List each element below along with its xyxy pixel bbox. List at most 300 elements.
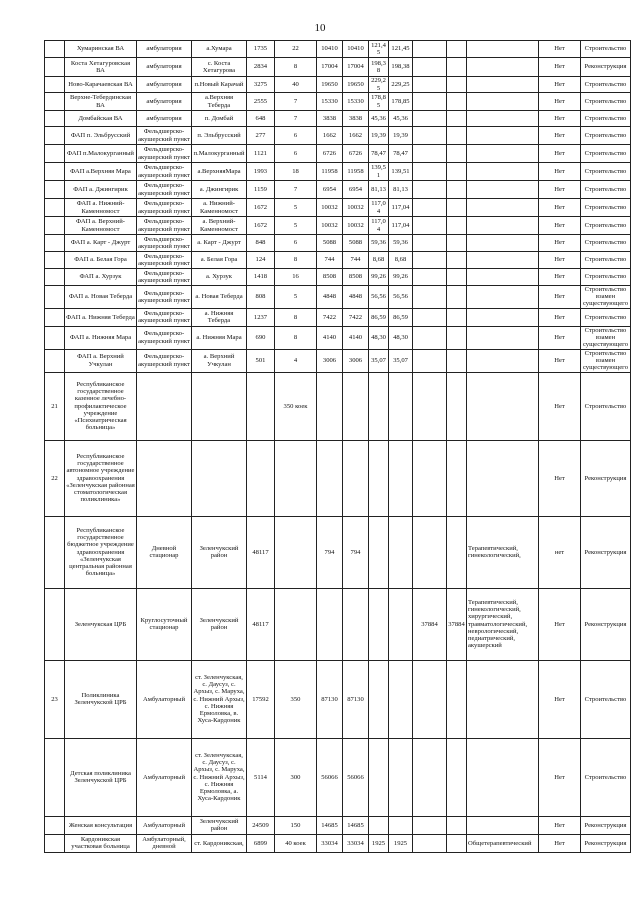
cell-loc: а. Нижний-Каменномост	[192, 199, 247, 217]
table-row	[45, 349, 631, 372]
cell-work: Строительство	[581, 163, 631, 181]
cell-profile	[467, 286, 539, 309]
cell-loc: а. Верхний-Каменномост	[192, 217, 247, 235]
cell-f	[447, 308, 467, 326]
cell-a: 4848	[317, 286, 343, 309]
cell-name: Зеленчукская ЦРБ	[65, 588, 137, 660]
cell-pop: 1237	[247, 308, 275, 326]
cell-loc: ст. Кардоникская,	[192, 834, 247, 852]
cell-pop: 2555	[247, 93, 275, 111]
cell-b	[343, 588, 369, 660]
cell-profile	[467, 252, 539, 269]
cell-profile	[467, 816, 539, 834]
cell-name: Женская консультация	[65, 816, 137, 834]
cell-num	[45, 199, 65, 217]
cell-loc: п. Домбай	[192, 111, 247, 127]
cell-loc: п.Малокурганный	[192, 145, 247, 163]
cell-b: 15330	[343, 93, 369, 111]
cell-loc: а. Белая Гора	[192, 252, 247, 269]
table-row	[45, 199, 631, 217]
cell-pop: 17592	[247, 660, 275, 738]
cell-c: 19,39	[369, 127, 389, 145]
cell-loc: а. Нижняя Теберда	[192, 308, 247, 326]
cell-work: Строительство	[581, 252, 631, 269]
cell-avail: Нет	[539, 93, 581, 111]
cell-c: 35,07	[369, 349, 389, 372]
cell-f	[447, 738, 467, 816]
cell-a: 8508	[317, 269, 343, 286]
cell-profile	[467, 235, 539, 252]
cell-type: Фельдшерско-акушерский пункт	[138, 182, 190, 197]
cell-b: 5088	[343, 235, 369, 252]
cell-f	[447, 217, 467, 235]
cell-num	[45, 326, 65, 349]
cell-f	[447, 834, 467, 852]
cell-c	[369, 372, 389, 440]
cell-work: Строительство	[581, 660, 631, 738]
cell-b: 3838	[343, 111, 369, 127]
cell-name: Поликлиника Зеленчукской ЦРБ	[65, 660, 137, 738]
cell-loc: Зеленчукский район	[192, 588, 247, 660]
cell-loc: а. Джингирик	[192, 181, 247, 199]
cell-avail: Нет	[539, 163, 581, 181]
cell-d: 8,68	[389, 252, 413, 269]
cell-c: 229,25	[369, 77, 389, 93]
cell-profile	[467, 163, 539, 181]
cell-d	[389, 738, 413, 816]
cell-f	[447, 372, 467, 440]
cell-b: 17004	[343, 58, 369, 77]
cell-f	[447, 163, 467, 181]
cell-e	[413, 217, 447, 235]
cell-avail: Нет	[539, 77, 581, 93]
cell-name: ФАП а. Нижняя Теберда	[65, 308, 137, 326]
cell-name: ФАП а. Нижний-Каменномост	[65, 199, 137, 217]
cell-a: 6954	[317, 181, 343, 199]
cell-b: 4140	[343, 326, 369, 349]
cell-type: Фельдшерско-акушерский пункт	[138, 309, 190, 325]
cell-c	[369, 816, 389, 834]
cell-num	[45, 308, 65, 326]
cell-name: Кардоникская участковая больница	[65, 834, 137, 852]
cell-d: 121,45	[389, 41, 413, 58]
cell-d	[389, 816, 413, 834]
cell-loc: а.ВерхняяМара	[192, 163, 247, 181]
cell-type: амбулатория	[137, 77, 192, 93]
cell-pop: 5114	[247, 738, 275, 816]
cell-a: 11958	[317, 163, 343, 181]
cell-num	[45, 269, 65, 286]
cell-d: 19,39	[389, 127, 413, 145]
cell-num	[45, 145, 65, 163]
cell-loc: п. Эльбрусский	[192, 127, 247, 145]
cell-avail: Нет	[539, 349, 581, 372]
cell-profile: Терапевтический, гинекологический,	[467, 516, 539, 588]
cell-c: 1925	[369, 834, 389, 852]
cell-profile	[467, 269, 539, 286]
cell-visits: 7	[275, 93, 317, 111]
cell-c	[369, 440, 389, 516]
cell-pop: 2834	[247, 58, 275, 77]
cell-b: 10410	[343, 41, 369, 58]
cell-b: 19650	[343, 77, 369, 93]
cell-d: 48,30	[389, 326, 413, 349]
cell-type: Круглосуточный стационар	[137, 588, 192, 660]
cell-e: 37884	[413, 588, 447, 660]
table-row	[45, 127, 631, 145]
cell-a: 33034	[317, 834, 343, 852]
cell-profile	[467, 199, 539, 217]
cell-e	[413, 834, 447, 852]
cell-work: Строительство	[581, 181, 631, 199]
cell-e	[413, 326, 447, 349]
cell-type: Фельдшерско-акушерский пункт	[137, 349, 192, 372]
cell-pop: 1735	[247, 41, 275, 58]
cell-visits	[275, 516, 317, 588]
cell-name: Верхне-Тебердинская ВА	[65, 93, 137, 111]
cell-name: ФАП а. Верхний-Каменномост	[65, 217, 137, 235]
cell-b: 744	[343, 252, 369, 269]
cell-f	[447, 111, 467, 127]
cell-e	[413, 145, 447, 163]
cell-work: Реконструкция	[581, 440, 631, 516]
cell-loc: а.Хумара	[192, 41, 247, 58]
cell-a: 10032	[317, 217, 343, 235]
cell-e	[413, 58, 447, 77]
cell-f	[447, 440, 467, 516]
cell-type: Фельдшерско-акушерский пункт	[137, 286, 192, 309]
cell-e	[413, 181, 447, 199]
cell-e	[413, 252, 447, 269]
cell-name: ФАП а. Нижняя Мара	[65, 326, 137, 349]
cell-work: Строительство	[581, 372, 631, 440]
cell-avail: Нет	[539, 41, 581, 58]
cell-d: 56,56	[389, 286, 413, 309]
cell-b: 11958	[343, 163, 369, 181]
cell-f	[447, 127, 467, 145]
facilities-table	[44, 40, 631, 853]
cell-loc: Зеленчукский район	[192, 816, 247, 834]
cell-name: Хумаринская ВА	[65, 41, 137, 58]
cell-e	[413, 286, 447, 309]
cell-type: Амбулаторный	[137, 660, 192, 738]
cell-profile	[467, 145, 539, 163]
cell-name: Коста Хетагуровская ВА	[65, 58, 137, 77]
cell-f	[447, 41, 467, 58]
cell-a: 10032	[317, 199, 343, 217]
cell-num	[45, 252, 65, 269]
cell-d: 99,26	[389, 269, 413, 286]
cell-num	[45, 93, 65, 111]
cell-visits: 5	[275, 286, 317, 309]
cell-name: ФАП а. Джингирик	[65, 181, 137, 199]
cell-num	[45, 77, 65, 93]
cell-pop: 848	[247, 235, 275, 252]
table-row	[45, 516, 631, 588]
cell-num: 21	[45, 372, 65, 440]
cell-type: Фельдшерско-акушерский пункт	[138, 164, 190, 179]
cell-f	[447, 269, 467, 286]
table-row	[45, 372, 631, 440]
cell-a	[317, 372, 343, 440]
cell-name: ФАП п. Эльбрусский	[65, 127, 137, 145]
cell-work: Строительство	[581, 235, 631, 252]
cell-a: 3006	[317, 349, 343, 372]
cell-work: Строительство	[581, 111, 631, 127]
cell-type: Фельдшерско-акушерский пункт	[138, 200, 190, 215]
cell-avail: Нет	[539, 326, 581, 349]
cell-a: 14685	[317, 816, 343, 834]
cell-a: 6726	[317, 145, 343, 163]
cell-b	[343, 372, 369, 440]
cell-avail: Нет	[539, 816, 581, 834]
cell-visits: 18	[275, 163, 317, 181]
cell-profile	[467, 440, 539, 516]
cell-type: Фельдшерско-акушерский пункт	[137, 326, 192, 349]
cell-b: 794	[343, 516, 369, 588]
table-row	[45, 738, 631, 816]
cell-avail: Нет	[539, 660, 581, 738]
cell-num	[45, 834, 65, 852]
cell-d: 117,04	[389, 199, 413, 217]
cell-c	[369, 660, 389, 738]
cell-profile	[467, 308, 539, 326]
cell-name: Ново-Карачаевская ВА	[65, 77, 137, 93]
cell-profile	[467, 111, 539, 127]
table-row	[45, 58, 631, 77]
table-row	[45, 93, 631, 111]
cell-c: 86,59	[369, 308, 389, 326]
cell-num	[45, 127, 65, 145]
cell-work: Строительство	[581, 77, 631, 93]
table-row	[45, 111, 631, 127]
cell-d: 139,51	[389, 163, 413, 181]
cell-c: 117,04	[369, 199, 389, 217]
cell-work: Строительство	[581, 738, 631, 816]
cell-d: 229,25	[389, 77, 413, 93]
cell-visits: 7	[275, 111, 317, 127]
cell-visits: 150	[275, 816, 317, 834]
cell-pop: 648	[247, 111, 275, 127]
table-row	[45, 834, 631, 852]
table-row	[45, 440, 631, 516]
cell-name: ФАП п.Малокурганный	[65, 145, 137, 163]
cell-work: Строительство	[581, 269, 631, 286]
cell-name: ФАП а.Верхняя Мара	[65, 163, 137, 181]
cell-d: 81,13	[389, 181, 413, 199]
cell-loc: п.Новый Карачай	[192, 77, 247, 93]
cell-work: Строительство	[581, 217, 631, 235]
cell-b	[343, 440, 369, 516]
cell-visits	[275, 440, 317, 516]
cell-work: Строительство взамен существующего	[581, 286, 631, 309]
cell-avail: Нет	[539, 181, 581, 199]
cell-f	[447, 235, 467, 252]
cell-pop: 24509	[247, 816, 275, 834]
cell-e	[413, 269, 447, 286]
cell-f	[447, 326, 467, 349]
cell-name: ФАП а. Белая Гора	[65, 252, 137, 269]
cell-avail: Нет	[539, 199, 581, 217]
cell-f	[447, 349, 467, 372]
cell-f	[447, 660, 467, 738]
cell-e	[413, 235, 447, 252]
cell-a: 744	[317, 252, 343, 269]
cell-b: 3006	[343, 349, 369, 372]
cell-avail: Нет	[539, 145, 581, 163]
cell-d: 59,36	[389, 235, 413, 252]
cell-d: 178,85	[389, 93, 413, 111]
cell-num	[45, 181, 65, 199]
cell-num	[45, 41, 65, 58]
cell-avail: Нет	[539, 58, 581, 77]
cell-profile	[467, 217, 539, 235]
cell-visits	[275, 588, 317, 660]
cell-b: 1662	[343, 127, 369, 145]
cell-c: 117,04	[369, 217, 389, 235]
cell-e	[413, 199, 447, 217]
cell-profile	[467, 660, 539, 738]
cell-pop: 690	[247, 326, 275, 349]
cell-visits: 8	[275, 58, 317, 77]
cell-pop: 1418	[247, 269, 275, 286]
table-row	[45, 326, 631, 349]
cell-profile	[467, 326, 539, 349]
cell-a: 19650	[317, 77, 343, 93]
cell-work: Реконструкция	[581, 516, 631, 588]
cell-pop: 1121	[247, 145, 275, 163]
cell-visits: 22	[275, 41, 317, 58]
cell-b: 4848	[343, 286, 369, 309]
cell-d: 45,36	[389, 111, 413, 127]
cell-avail: Нет	[539, 738, 581, 816]
cell-num	[45, 286, 65, 309]
cell-work: Реконструкция	[581, 834, 631, 852]
cell-e	[413, 41, 447, 58]
cell-num	[45, 58, 65, 77]
cell-loc: а. Новая Теберда	[192, 286, 247, 309]
cell-c: 178,85	[369, 93, 389, 111]
cell-e	[413, 372, 447, 440]
cell-pop: 1993	[247, 163, 275, 181]
cell-work: Строительство взамен существующего	[581, 326, 631, 349]
cell-avail: нет	[539, 516, 581, 588]
cell-b: 7422	[343, 308, 369, 326]
cell-visits: 5	[275, 217, 317, 235]
cell-loc: а.Верхняя Теберда	[192, 93, 247, 111]
page-number: 10	[314, 22, 326, 34]
cell-num	[45, 816, 65, 834]
cell-visits: 6	[275, 145, 317, 163]
cell-a	[317, 588, 343, 660]
cell-c: 139,51	[369, 163, 389, 181]
cell-num	[45, 111, 65, 127]
cell-loc: с. Коста Хетагурова	[192, 58, 247, 77]
cell-f	[447, 58, 467, 77]
cell-visits: 4	[275, 349, 317, 372]
cell-e	[413, 816, 447, 834]
cell-e	[413, 93, 447, 111]
cell-loc: а. Верхний Учкулан	[192, 349, 247, 372]
cell-a: 87130	[317, 660, 343, 738]
cell-avail: Нет	[539, 286, 581, 309]
cell-c: 99,26	[369, 269, 389, 286]
cell-e	[413, 660, 447, 738]
cell-work: Строительство	[581, 199, 631, 217]
cell-avail: Нет	[539, 235, 581, 252]
cell-visits: 300	[275, 738, 317, 816]
cell-b: 33034	[343, 834, 369, 852]
cell-num: 22	[45, 440, 65, 516]
cell-type: Фельдшерско-акушерский пункт	[138, 235, 190, 250]
cell-e	[413, 111, 447, 127]
cell-b: 10032	[343, 217, 369, 235]
cell-b: 56066	[343, 738, 369, 816]
cell-avail: Нет	[539, 834, 581, 852]
cell-f	[447, 145, 467, 163]
cell-type: Фельдшерско-акушерский пункт	[138, 128, 190, 143]
cell-work: Строительство	[581, 127, 631, 145]
cell-profile: Терапевтический, гинекологический, хирургический, травматологический, неврологический, педиатрический, акушерский	[467, 588, 539, 660]
cell-type	[137, 372, 192, 440]
cell-work: Строительство	[581, 308, 631, 326]
cell-type: Амбулаторный	[137, 816, 192, 834]
cell-loc: а. Хурзук	[192, 269, 247, 286]
cell-e	[413, 77, 447, 93]
cell-d: 198,38	[389, 58, 413, 77]
cell-profile	[467, 77, 539, 93]
cell-pop: 1159	[247, 181, 275, 199]
cell-c	[369, 588, 389, 660]
cell-loc: ст. Зеленчукская, с. Даусуз, с. Архыз, с. Маруха, с. Нижний Архыз, с. Нижняя Ермоловка, в. Хуса-Кардоник	[192, 660, 247, 738]
cell-loc	[192, 372, 247, 440]
cell-c: 8,68	[369, 252, 389, 269]
cell-d: 86,59	[389, 308, 413, 326]
cell-c: 198,38	[369, 58, 389, 77]
cell-work: Строительство	[581, 145, 631, 163]
cell-a	[317, 440, 343, 516]
cell-visits: 8	[275, 308, 317, 326]
cell-visits: 40 коек	[275, 834, 317, 852]
table-row	[45, 217, 631, 235]
cell-profile	[467, 93, 539, 111]
table-row	[45, 163, 631, 181]
table-row	[45, 588, 631, 660]
cell-c: 81,13	[369, 181, 389, 199]
cell-b: 10032	[343, 199, 369, 217]
cell-type: Фельдшерско-акушерский пункт	[138, 252, 190, 267]
cell-name: Республиканское государственное казенное лечебно-профилактическое учреждение «Психиатрическая больница»	[65, 372, 137, 440]
cell-type: амбулатория	[137, 93, 192, 111]
cell-b: 6954	[343, 181, 369, 199]
cell-name: ФАП а. Верхний Учкулан	[65, 349, 137, 372]
table-row	[45, 41, 631, 58]
cell-d	[389, 660, 413, 738]
cell-profile	[467, 372, 539, 440]
table-row	[45, 252, 631, 269]
cell-f: 37884	[447, 588, 467, 660]
cell-a: 10410	[317, 41, 343, 58]
cell-a: 5088	[317, 235, 343, 252]
cell-profile	[467, 41, 539, 58]
cell-d	[389, 372, 413, 440]
cell-f	[447, 93, 467, 111]
cell-e	[413, 349, 447, 372]
cell-a: 1662	[317, 127, 343, 145]
cell-pop: 48117	[247, 588, 275, 660]
cell-f	[447, 286, 467, 309]
cell-type: Амбулаторный, дневной	[137, 834, 192, 852]
